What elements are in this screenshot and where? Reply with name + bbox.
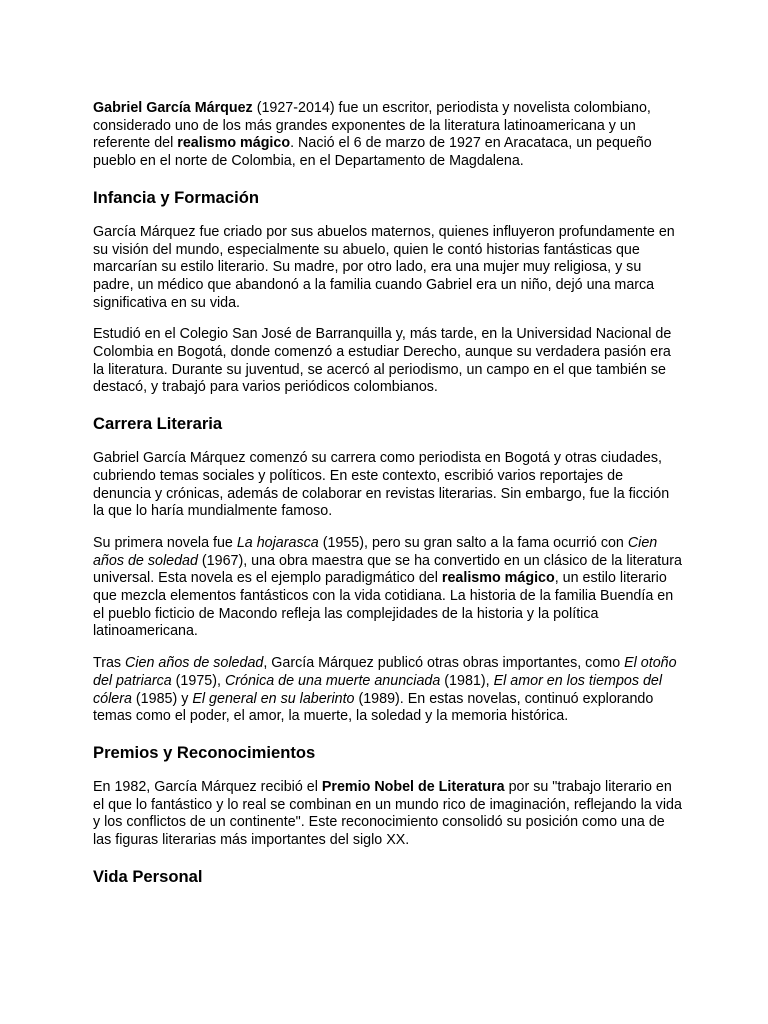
heading-vida-personal: Vida Personal [93, 866, 203, 886]
realismo-magico-term: realismo mágico [177, 135, 291, 152]
heading-carrera: Carrera Literaria [93, 414, 223, 434]
document-page [93, 100, 683, 903]
intro-paragraph [93, 100, 683, 171]
carrera-p3-text-6: (1989). En estas novelas, continuó explorando temas como el poder, el amor, la muerte, la soledad y la memoria histórica. [93, 690, 654, 725]
title-otono-patriarca: El otoño del patriarca [93, 655, 677, 689]
intro-text-1: (1927-2014) fue un escritor, periodista y novelista colombiano, considerado uno de los más grandes exponentes de la literatura latinoamericana y un referente del [93, 100, 651, 152]
title-cronica: Crónica de una muerte anunciada [224, 672, 441, 689]
heading-infancia: Infancia y Formación [93, 187, 259, 207]
carrera-p3-text-5: (1985) y [131, 690, 193, 707]
title-la-hojarasca: La hojarasca [236, 534, 319, 551]
title-general-laberinto: El general en su laberinto [192, 690, 355, 707]
title-cien-anos: Cien años de soledad [93, 534, 658, 569]
title-amor-colera: El amor en los tiempos del cólera [93, 672, 663, 707]
infancia-paragraph-1: García Márquez fue criado por sus abuelos maternos, quienes influyeron profundamente en su visión del mundo, especialmente su abuelo, quien le contó historias fantásticas que marcarían su estilo literario. Su madre, por otro lado, era una mujer muy religiosa, y su padre, un médico que abandonó a la familia cuando Gabriel era un niño, dejó una marca significativa en su vida. [93, 223, 675, 311]
premios-text-1: En 1982, García Márquez recibió el [93, 778, 322, 795]
carrera-p2-text-1: Su primera novela fue [93, 534, 237, 551]
carrera-p2-text-2: (1955), pero su gran salto a la fama ocurrió con [318, 534, 628, 551]
carrera-paragraph-2 [93, 535, 683, 641]
author-name: Gabriel García Márquez [93, 100, 253, 116]
carrera-p3-text-4: (1981), [440, 672, 494, 689]
premios-paragraph [93, 779, 683, 850]
carrera-p3-text-3: (1975), [171, 672, 225, 689]
carrera-p3-text-1: Tras [93, 655, 126, 672]
realismo-magico-term-2: realismo mágico [441, 570, 555, 587]
carrera-p2-text-4: , un estilo literario que mezcla elementos fantásticos con la vida cotidiana. La historia de la familia Buendía en el pueblo ficticio de Macondo refleja las complejidades de la historia y la política latinoamericana. [93, 570, 674, 640]
nobel-prize-term: Premio Nobel de Literatura [321, 778, 505, 795]
carrera-paragraph-3 [93, 655, 683, 726]
carrera-paragraph-1: Gabriel García Márquez comenzó su carrera como periodista en Bogotá y otras ciudades, cubriendo temas sociales y políticos. En este contexto, escribió varios reportajes de denuncia y crónicas, además de colaborar en revistas literarias. Sin embargo, fue la ficción la que lo haría mundialmente famoso. [93, 450, 670, 520]
carrera-p3-text-2: , García Márquez publicó otras obras importantes, como [263, 655, 625, 672]
intro-text-2: . Nació el 6 de marzo de 1927 en Aracataca, un pequeño pueblo en el norte de Colombia, en el Departamento de Magdalena. [93, 135, 652, 170]
heading-premios: Premios y Reconocimientos [93, 742, 316, 762]
premios-text-2: por su "trabajo literario en el que lo fantástico y lo real se combinan en un mundo rico de imaginación, reflejando la vida y los conflictos de un continente". Este reconocimiento consolidó su posición como una de las figuras literarias más importantes del siglo XX. [93, 778, 682, 849]
title-cien-anos-2: Cien años de soledad [125, 655, 264, 672]
carrera-p2-text-3: (1967), una obra maestra que se ha convertido en un clásico de la literatura universal. Esta novela es el ejemplo paradigmático del [93, 552, 682, 587]
infancia-paragraph-2: Estudió en el Colegio San José de Barranquilla y, más tarde, en la Universidad Nacional de Colombia en Bogotá, donde comenzó a estudiar Derecho, aunque su verdadera pasión era la literatura. Durante su juventud, se acercó al periodismo, un campo en el que también se destacó, y trabajó para varios periódicos colombianos. [93, 326, 672, 396]
